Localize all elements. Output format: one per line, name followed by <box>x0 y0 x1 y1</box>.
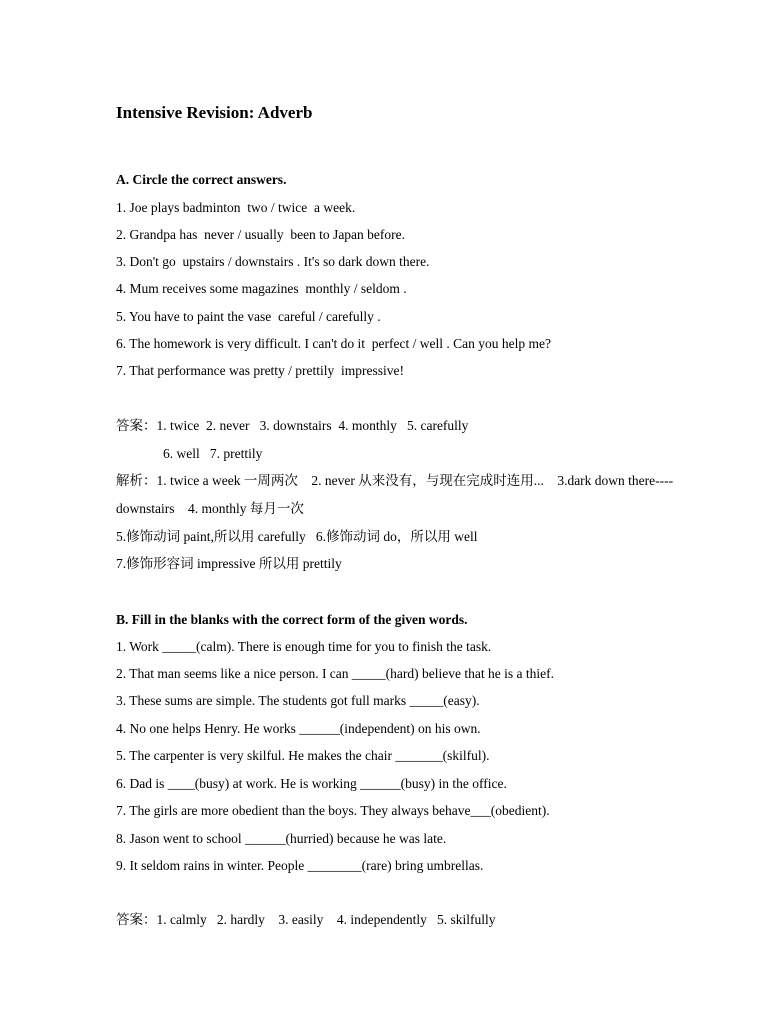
section-a-explanation-line-2: downstairs 4. monthly 每月一次 <box>116 501 304 516</box>
section-a-question-2: 2. Grandpa has never / usually been to Japan before. <box>116 227 406 242</box>
section-b-question-2: 2. That man seems like a nice person. I can _____(hard) believe that he is a thief. <box>116 666 554 681</box>
section-a-question-7: 7. That performance was pretty / prettily impressive! <box>116 363 405 378</box>
section-b-question-7: 7. The girls are more obedient than the boys. They always behave___(obedient). <box>116 803 550 818</box>
section-a-question-3: 3. Don't go upstairs / downstairs . It's so dark down there. <box>116 254 430 269</box>
section-b-question-4: 4. No one helps Henry. He works ______(independent) on his own. <box>116 721 481 736</box>
section-a-question-6: 6. The homework is very difficult. I can't do it perfect / well . Can you help me? <box>116 336 551 351</box>
section-b-question-9: 9. It seldom rains in winter. People ________(rare) bring umbrellas. <box>116 858 484 873</box>
section-a-explanation-line-3: 5.修饰动词 paint,所以用 carefully 6.修饰动词 do，所以用 well <box>116 529 478 544</box>
section-b-heading: B. Fill in the blanks with the correct form of the given words. <box>116 612 468 627</box>
section-a-question-4: 4. Mum receives some magazines monthly / seldom . <box>116 281 407 296</box>
section-a-explanation-line-1: 解析：1. twice a week 一周两次 2. never 从来没有，与现在完成时连用... 3.dark down there---- <box>116 473 674 488</box>
section-b-question-5: 5. The carpenter is very skilful. He makes the chair _______(skilful). <box>116 748 490 763</box>
section-a-answers: 答案：1. twice 2. never 3. downstairs 4. monthly 5. carefully <box>116 418 469 433</box>
section-a-question-1: 1. Joe plays badminton two / twice a week. <box>116 200 356 215</box>
section-a-answers-continued: 6. well 7. prettily <box>163 446 263 461</box>
section-b-question-3: 3. These sums are simple. The students got full marks _____(easy). <box>116 693 480 708</box>
section-a-question-5: 5. You have to paint the vase careful / carefully . <box>116 309 381 324</box>
section-b-question-1: 1. Work _____(calm). There is enough time for you to finish the task. <box>116 639 492 654</box>
section-b-question-8: 8. Jason went to school ______(hurried) because he was late. <box>116 831 447 846</box>
section-a-heading: A. Circle the correct answers. <box>116 172 287 187</box>
section-b-answers: 答案：1. calmly 2. hardly 3. easily 4. independently 5. skilfully <box>116 912 496 927</box>
section-b-question-6: 6. Dad is ____(busy) at work. He is working ______(busy) in the office. <box>116 776 507 791</box>
page-title: Intensive Revision: Adverb <box>116 103 313 122</box>
section-a-explanation-line-4: 7.修饰形容词 impressive 所以用 prettily <box>116 556 342 571</box>
